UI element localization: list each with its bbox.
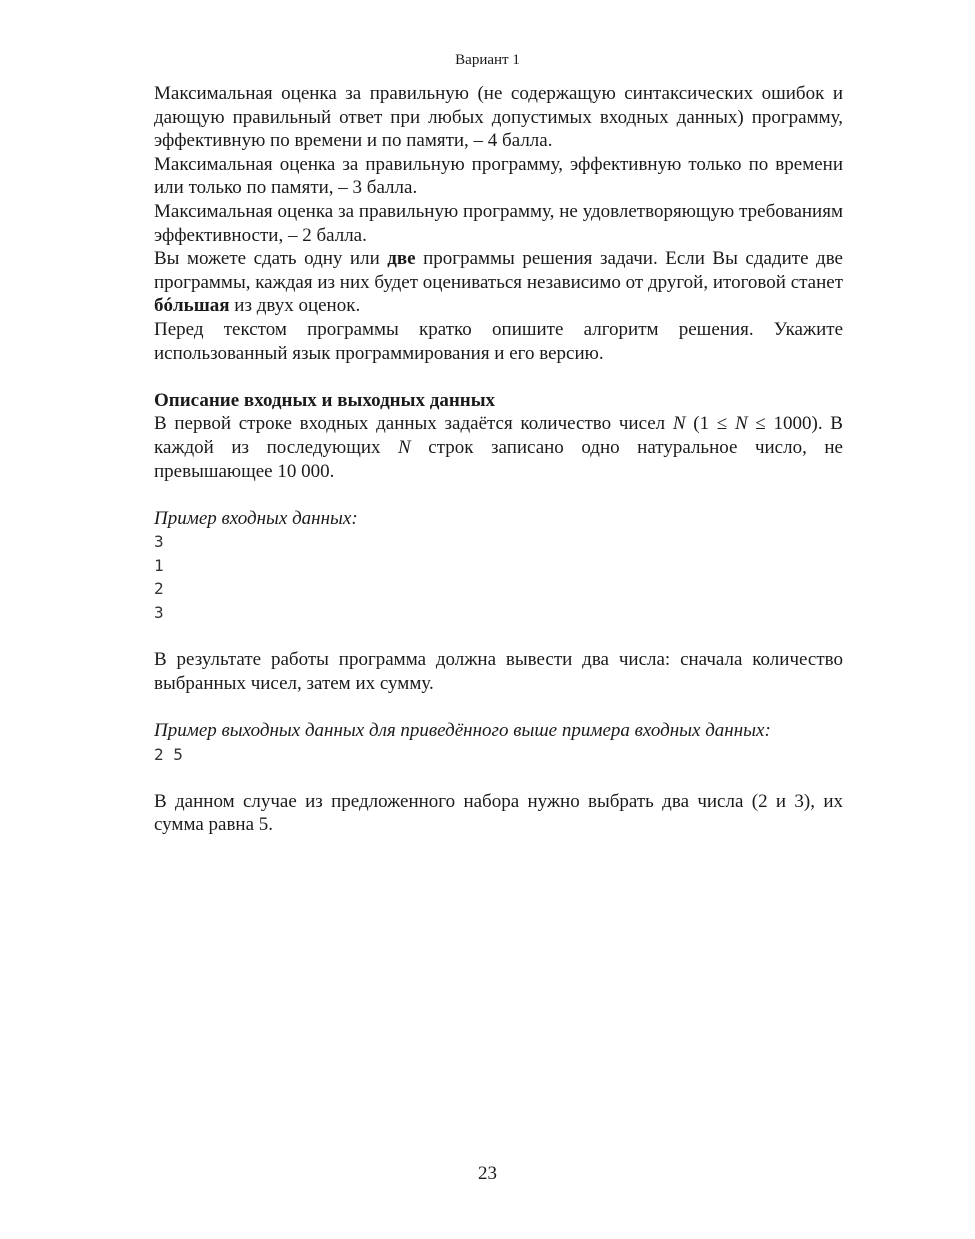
spacer	[154, 483, 843, 507]
text-segment: ≤ 1000). В каждой из последующих	[154, 413, 843, 458]
variable-n: N	[672, 413, 686, 435]
scoring-paragraph-3: Максимальная оценка за правильную программу, не удовлетворяющую требованиям эффективности, – 2 балла.	[154, 200, 843, 246]
page-header: Вариант 1	[455, 52, 520, 68]
scoring-paragraph-2: Максимальная оценка за правильную программу, эффективную только по времени или только по памяти, – 3 балла.	[154, 153, 843, 199]
text-segment: строк записано одно натуральное число, не превышающее 10 000.	[154, 436, 843, 482]
variable-n: N	[734, 413, 748, 435]
io-paragraph	[154, 412, 843, 483]
text-segment: Вы можете сдать одну или	[154, 248, 388, 270]
text-segment: из двух оценок.	[229, 295, 361, 317]
input-line: 3	[154, 603, 164, 623]
input-line: 3	[154, 532, 164, 552]
output-example-label: Пример выходных данных для приведённого выше примера входных данных:	[154, 720, 771, 742]
text-segment: программы решения задачи. Если Вы сдадите две программы, каждая из них будет оцениваться независимо от другой, итоговой станет	[154, 248, 843, 293]
spacer	[154, 766, 843, 790]
spacer	[154, 625, 843, 649]
io-heading: Описание входных и выходных данных	[154, 389, 496, 411]
scoring-paragraph-1: Максимальная оценка за правильную (не содержащую синтаксических ошибок и дающую правильный ответ при любых допустимых входных данных) программу, эффективную по времени и по памяти, – 4 балла.	[154, 83, 843, 152]
input-line: 2	[154, 579, 164, 599]
explanation-paragraph: В данном случае из предложенного набора нужно выбрать два числа (2 и 3), их сумма равна 5.	[154, 790, 843, 836]
text-segment: (1 ≤	[685, 413, 735, 435]
page-number: 23	[478, 1163, 497, 1184]
spacer	[154, 365, 843, 389]
emphasis-two: две	[387, 248, 416, 270]
emphasis-greater: бóльшая	[154, 295, 230, 317]
scoring-paragraph-5: Перед текстом программы кратко опишите алгоритм решения. Укажите использованный язык программирования и его версию.	[154, 318, 843, 364]
variable-n: N	[398, 436, 411, 458]
input-line: 1	[154, 555, 164, 575]
output-line: 2 5	[154, 744, 183, 764]
document-body	[154, 82, 843, 837]
output-description: В результате работы программа должна вывести два числа: сначала количество выбранных чисел, затем их сумму.	[154, 649, 843, 694]
spacer	[154, 695, 843, 719]
scoring-paragraph-4	[154, 247, 843, 318]
text-segment: В первой строке входных данных задаётся количество чисел	[154, 413, 673, 435]
input-example-label: Пример входных данных:	[154, 507, 358, 529]
